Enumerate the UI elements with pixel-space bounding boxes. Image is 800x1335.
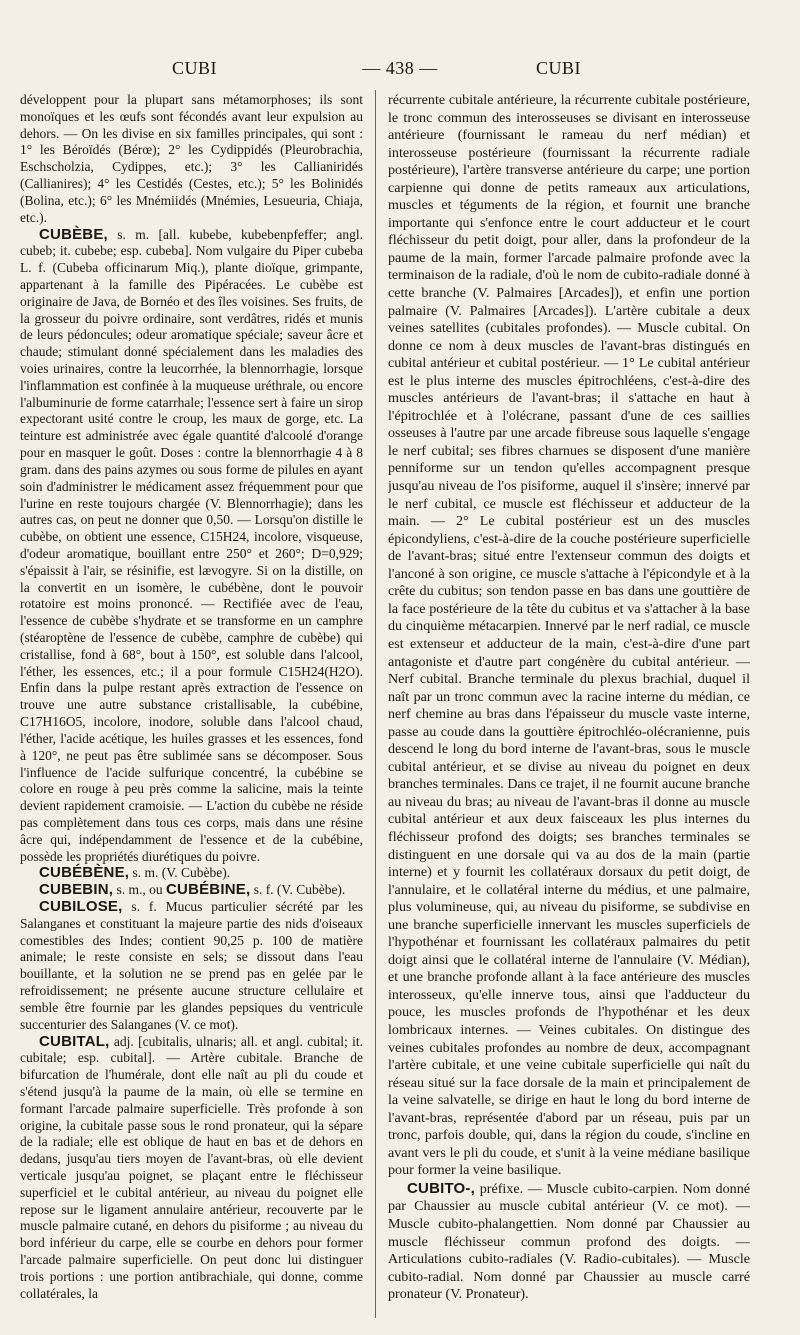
entry-cubebene — [20, 865, 363, 882]
definition-cubito: préfixe. — Muscle cubito-carpien. Nom donné par Chaussier au muscle cubital antérieur (V. ce mot). — Muscle cubito-phalangettien. Nom donné par Chaussier au muscle fléchisseur commun profond des doigts. — Articulations cubito-radiales (V. Radio-cubitales). — Muscle cubito-radial. Nom donné par Chaussier au muscle carré pronateur (V. Pronateur). — [388, 1180, 750, 1303]
entry-cubebin — [20, 882, 363, 899]
headword-cubilose: CUBILOSE, — [39, 898, 123, 915]
entry-cubital-continuation: récurrente cubitale antérieure, la récurrente cubitale postérieure, le tronc commun des interosseuses se divisant en interosseuse antérieure (fournissant le rameau du nerf médian) et interosseuse postérieure (fournissant la récurrente radiale postérieure), l'artère transverse antérieure du carpe; une portion carpienne qui donne de petits rameaux aux articulations, muscles et téguments de la région, et fournit une branche importante qui s'enfonce entre le court adducteur et le court fléchisseur du petit doigt, pour aller, dans la profondeur de la paume de la main, former l'arcade palmaire profonde avec la terminaison de la radiale, d'où le nom de cubito-radiale donné à cette branche (V. Palmaires [Arcades]), et enfin une portion palmaire (V. Palmaires [Arcades]). L'artère cubitale a deux veines satellites (cubitales profondes). — Muscle cubital. On donne ce nom à deux muscles de l'avant-bras distingués en cubital antérieur et cubital postérieur. — 1° Le cubital antérieur est le plus interne des muscles épitrochléens, c'est-à-dire des muscles antérieurs de l'avant-bras; il s'attache en haut à l'épitrochlée et à l'olécrane, passant d'une de ces saillies osseuses à l'autre par une arcade fibreuse sous laquelle s'engage le nerf cubital; ses fibres charnues se disposent d'une manière penniforme sur un tendon qu'elles accompagnent presque jusqu'au niveau de l'os pisiforme, auquel il s'insère; innervé par le nerf cubital, ce muscle est fléchisseur et adducteur de la main. — 2° Le cubital postérieur est un des muscles épicondyliens, c'est-à-dire de la couche postérieure superficielle de l'avant-bras; situé entre l'extenseur commun des doigts et l'anconé à son origine, ce muscle s'attache à l'épicondyle et à la crête du cubitus; son tendon passe en bas dans une gouttière de la face postérieure de la tête du cubitus et va s'attacher à la base du cinquième métacarpien. Innervé par le nerf radial, ce muscle est extenseur et adducteur de la main, c'est-à-dire d'une part antagoniste et d'autre part congénère du cubital antérieur. — Nerf cubital. Branche terminale du plexus brachial, duquel il naît par un tronc commun avec la racine interne du médian, ce nerf chemine au bras dans l'épaisseur du muscle vaste interne, passe au coude dans la gouttière épitrochléo-olécranienne, puis descend le long du bord interne de l'avant-bras, sous le muscle cubital antérieur, et se divise au niveau du poignet en deux branches terminales. Dans ce trajet, il ne fournit aucune branche au niveau du bras; au niveau de l'avant-bras il donne au muscle cubital antérieur et aux deux faisceaux les plus internes du fléchisseur profond des doigts; ses branches terminales se distinguent en une dorsale qui va au dos de la main (partie interne) et y fournit les collatéraux dorsaux du petit doigt, de l'annulaire, et le collatéral interne du médius, et une palmaire, plus volumineuse, qui, au niveau du pisiforme, se subdivise en une branche superficielle innervant les muscles superficiels de l'hypothénar et fournissant les collatéraux palmaires du petit doigt ainsi que le collatéral interne de l'annulaire (V. Médian), et une branche profonde allant à la face antérieure des muscles interosseux, qu'elle innerve tous, ainsi que l'adducteur du pouce, les muscles profonds de l'hypothénar et les deux lombricaux internes. — Veines cubitales. On distingue des veines cubitales profondes au nombre de deux, accompagnant l'artère cubitale, et une veine cubitale superficielle qui naît du réseau situé sur la face dorsale de la main et principalement de la veine salvatelle, se dirige en haut le long du bord interne de l'avant-bras, représentée d'abord par un réseau, puis par un tronc, parfois double, qui, dans la région du coude, s'incline en avant vers le pli du coude, et s'unit à la veine médiane basilique pour former la veine basilique. — [388, 92, 750, 1179]
left-column — [20, 92, 363, 1327]
headword-cubebin: CUBEBIN, — [39, 881, 114, 899]
cubebin-connector: s. m., ou — [113, 882, 166, 898]
column-divider — [375, 90, 376, 1318]
page-number: — 438 — — [362, 58, 438, 78]
entry-continuation: développent pour la plupart sans métamorphoses; ils sont monoïques et les œufs sont fécondés avant leur expulsion au dehors. — On les divise en six familles principales, qui sont : 1° les Béroïdés (Bérœ); 2° les Cydippidés (Pleurobrachia, Eschscholzia, Cydippes, etc.); 3° les Callianiridés (Callianires); 4° les Cestidés (Cestes, etc.); 5° les Bolinidés (Bolina, etc.); 6° les Mnémiidés (Mnémies, Lesueuria, Chiaja, etc.). — [20, 92, 363, 225]
definition-cubital: adj. [cubitalis, ulnaris; all. et angl. cubital; it. cubitale; esp. cubital]. — Artère cubitale. Branche de bifurcation de l'humérale, dont elle naît au pli du coude et s'étend jusqu'à la paume de la main, où elle se termine en formant l'arcade palmaire superficielle. Très profonde à son origine, la cubitale passe sous le rond pronateur, qui la sépare de la radiale; elle est oblique de haut en bas et de dehors en dedans, jusqu'au tiers moyen de l'avant-bras, où elle devient verticale jusqu'au poignet, se plaçant entre le fléchisseur superficiel et le cubital antérieur, au niveau du poignet elle repose sur le ligament annulaire antérieur, recouverte par le muscle palmaire cutané, en dehors du pisiforme ; au niveau du bord inférieur du carpe, elle se courbe en dehors pour former l'arcade palmaire superficielle. On peut donc lui distinguer trois portions : une portion antibrachiale, qui donne, comme collatérales, la — [20, 1033, 363, 1301]
headword-cubebine: CUBÉBINE, — [166, 881, 251, 899]
headword-cubebe: CUBÈBE, — [39, 225, 108, 243]
entry-cubito — [388, 1180, 750, 1304]
entry-cubebe — [20, 227, 363, 866]
right-column — [388, 92, 750, 1327]
header-right-word: CUBI — [536, 58, 582, 78]
entry-cubilose — [20, 899, 363, 1034]
headword-cubebene: CUBÉBÈNE, — [39, 864, 130, 882]
definition-cubebin: s. f. (V. Cubèbe). — [250, 882, 346, 898]
definition-cubebene: s. m. (V. Cubèbe). — [129, 865, 231, 881]
header-left-word: CUBI — [172, 58, 218, 78]
definition-cubilose: s. f. Mucus particulier sécrété par les Salanganes et constituant la majeure partie des nids d'oiseaux comestibles des Indes; contient 90,25 p. 100 de matière animale; le reste consiste en sels; se dissout dans l'eau bouillante, et la solution ne se prend pas en gelée par le refroidissement; ne présente aucune structure cellulaire et semble être fournie par les glandes pepsiques du ventricule succenturier des Salanganes (V. ce mot). — [20, 899, 363, 1032]
running-header — [0, 58, 800, 82]
headword-cubito: CUBITO-, — [407, 1179, 475, 1197]
headword-cubital: CUBITAL, — [39, 1032, 110, 1050]
definition-cubebe: s. m. [all. kubebe, kubebenpfeffer; angl. cubeb; it. cubebe; esp. cubeba]. Nom vulgaire du Piper cubeba L. f. (Cubeba officinarum Miq.), plante dioïque, grimpante, appartenant à la famille des Pipéracées. Le cubèbe est originaire de Java, de Bornéo et des îles voisines. Ses fruits, de la grosseur du poivre ordinaire, sont verdâtres, ridés et munis de leurs pédoncules; odeur aromatique spéciale; saveur âcre et chaude; stimulant donné spécialement dans les maladies des voies urinaires, contre la leucorrhée, la blennorrhagie, lorsque l'inflammation est confinée à la muqueuse uréthrale, ou encore l'albuminurie de forme catarrhale; l'essence sert à faire un sirop expectorant usité contre le croup, les maux de gorge, etc. La teinture est administrée avec égale quantité d'alcoolé d'orange pour en masquer le goût. Doses : contre la blennorrhagie 4 à 8 gram. dans des pains azymes ou sous forme de pilules en ayant soin d'administrer le médicament assez fréquemment pour que l'urine en reste toujours chargée (V. Blennorrhagie); dans les autres cas, on peut ne donner que 0,50. — Lorsqu'on distille le cubèbe, on obtient une essence, C15H24, incolore, visqueuse, d'odeur aromatique, bouillant entre 250° et 260°; D=0,929; s'épaissit à l'air, se résinifie, est lævogyre. Si on la distille, on la convertit en un isomère, le cubébène, dont le pouvoir rotatoire est moins prononcé. — Rectifiée avec de l'eau, l'essence de cubèbe s'hydrate et se transforme en un camphre (stéaroptène de l'essence de cubèbe, camphre de cubèbe) qui cristallise, fond à 68°, bout à 150°, est soluble dans l'alcool, l'éther, les essences, etc.; il a pour formule C15H24(H2O). Enfin dans la pulpe restant après extraction de l'essence on trouve une autre substance cristallisable, la cubébine, C17H16O5, incolore, inodore, soluble dans l'alcool chaud, l'éther, l'acide acétique, les huiles grasses et les essences, fond à 120°, ne peut pas être sublimée sans se décomposer. Sous l'influence de l'acide sulfurique concentré, la cubébine se colore en rouge à peu près comme la salicine, mais la teinte devient rapidement cramoisie. — L'action du cubèbe ne réside pas complètement dans tous ces corps, mais dans une résine âcre qui, indépendamment de l'essence et de la cubébine, possède les propriétés diurétiques du poivre. — [20, 226, 363, 864]
entry-cubital — [20, 1034, 363, 1303]
